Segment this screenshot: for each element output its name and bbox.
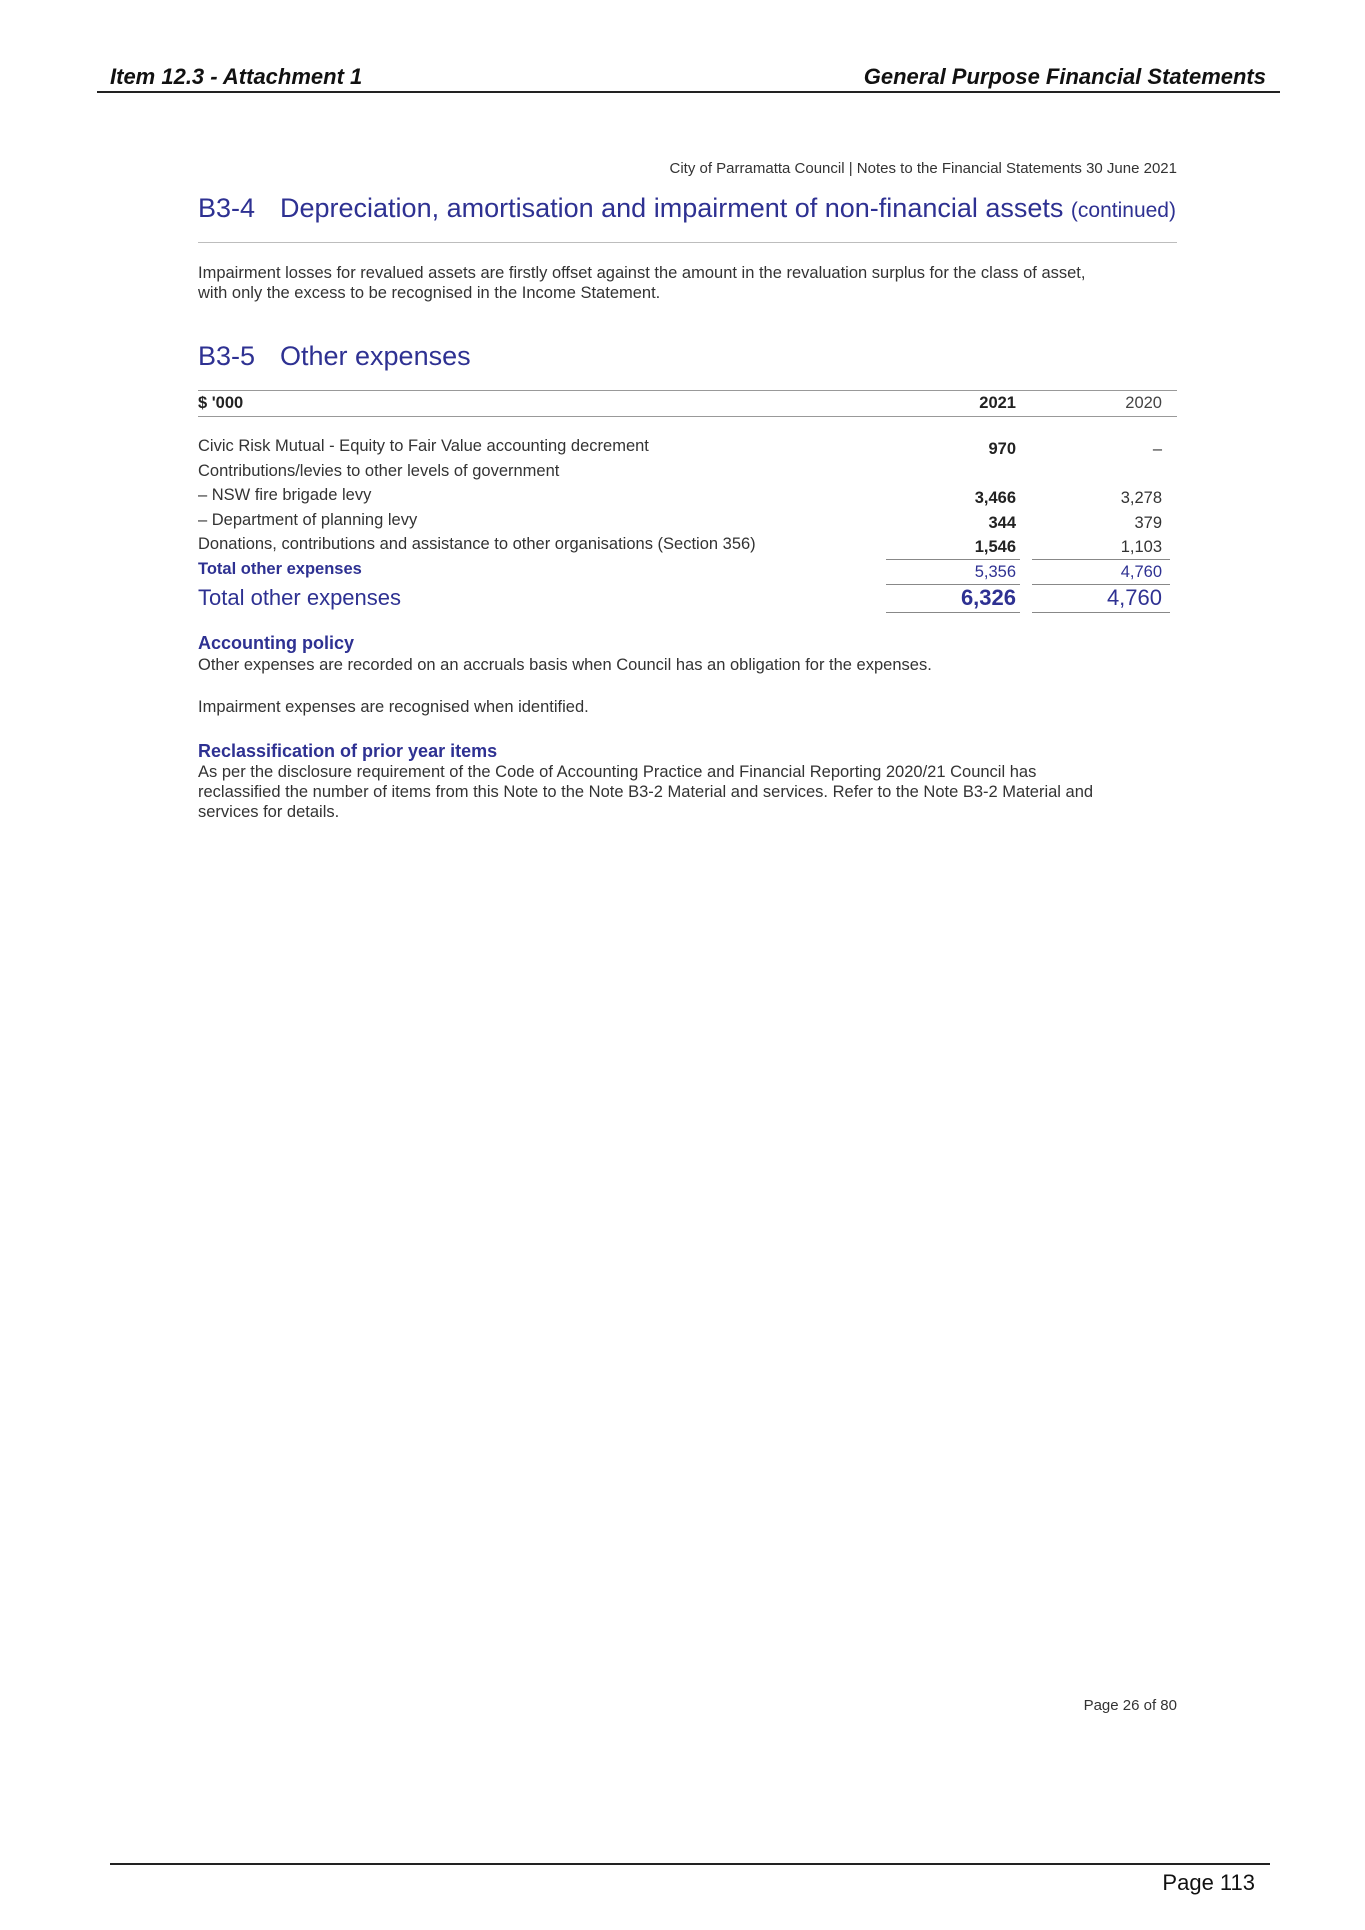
table-cell-2021: 970 [988,440,1016,458]
paragraph-line: services for details. [198,803,340,821]
section-heading-b3-5 [198,341,471,372]
impairment-recognition-text: Impairment expenses are recognised when identified. [198,698,589,716]
subtotal-rule-2020 [1032,559,1170,560]
table-header-rule [198,416,1177,417]
table-row-label: Donations, contributions and assistance to other organisations (Section 356) [198,535,756,553]
total-label: Total other expenses [198,585,402,610]
table-row-label: – NSW fire brigade levy [198,486,372,504]
paragraph-line: with only the excess to be recognised in the Income Statement. [198,284,661,302]
table-cell-2021: 344 [988,514,1016,532]
table-cell-2021: 3,466 [974,489,1016,507]
inner-page-number: Page 26 of 80 [1083,1697,1177,1714]
accounting-policy-text: Other expenses are recorded on an accruals basis when Council has an obligation for the expenses. [198,656,932,674]
total-underline-2021 [886,612,1020,613]
subtotal-2021: 5,356 [974,563,1016,581]
continued-label: (continued) [1070,199,1176,222]
impairment-paragraph [198,263,1178,303]
total-2021: 6,326 [960,585,1016,610]
subtotal-rule-2021 [886,559,1020,560]
footer-page-number: Page 113 [1162,1870,1255,1895]
paragraph-line: Impairment losses for revalued assets are firstly offset against the amount in the revaluation surplus for the class of asset, [198,264,1086,282]
section-divider [198,242,1177,243]
section-title: Depreciation, amortisation and impairment of non-financial assets [280,193,1064,223]
table-row-label: – Department of planning levy [198,511,418,529]
table-cell-2020: 379 [1134,514,1162,532]
table-cell-2020: 3,278 [1120,489,1162,507]
statement-title: General Purpose Financial Statements [863,64,1266,89]
year-2021-header: 2021 [979,394,1016,412]
paragraph-line: reclassified the number of items from this Note to the Note B3-2 Material and services. Refer to the Note B3-2 Material and [198,783,1094,801]
total-underline-2020 [1032,612,1170,613]
table-cell-2021: 1,546 [974,538,1016,556]
reclassification-text [198,762,1178,822]
document-subtitle: City of Parramatta Council | Notes to the Financial Statements 30 June 2021 [669,160,1177,177]
table-cell-2020: 1,103 [1120,538,1162,556]
subtotal-2020: 4,760 [1120,563,1162,581]
table-cell-2020: – [1152,440,1162,458]
reclassification-title: Reclassification of prior year items [198,741,498,761]
footer-divider [110,1863,1270,1865]
section-heading-b3-4 [198,193,1176,224]
section-number: B3-4 [198,193,256,223]
subtotal-label: Total other expenses [198,560,362,578]
section-title: Other expenses [280,341,471,371]
section-number: B3-5 [198,341,256,371]
year-2020-header: 2020 [1125,394,1162,412]
total-2020: 4,760 [1106,585,1162,610]
unit-header: $ '000 [198,394,244,412]
attachment-label: Item 12.3 - Attachment 1 [110,64,363,89]
paragraph-line: As per the disclosure requirement of the Code of Accounting Practice and Financial Reporting 2020/21 Council has [198,763,1037,781]
accounting-policy-title: Accounting policy [198,633,355,653]
table-top-rule [198,390,1177,391]
header-divider [97,91,1280,93]
table-row-label: Civic Risk Mutual - Equity to Fair Value accounting decrement [198,437,649,455]
table-row-label: Contributions/levies to other levels of government [198,462,560,480]
